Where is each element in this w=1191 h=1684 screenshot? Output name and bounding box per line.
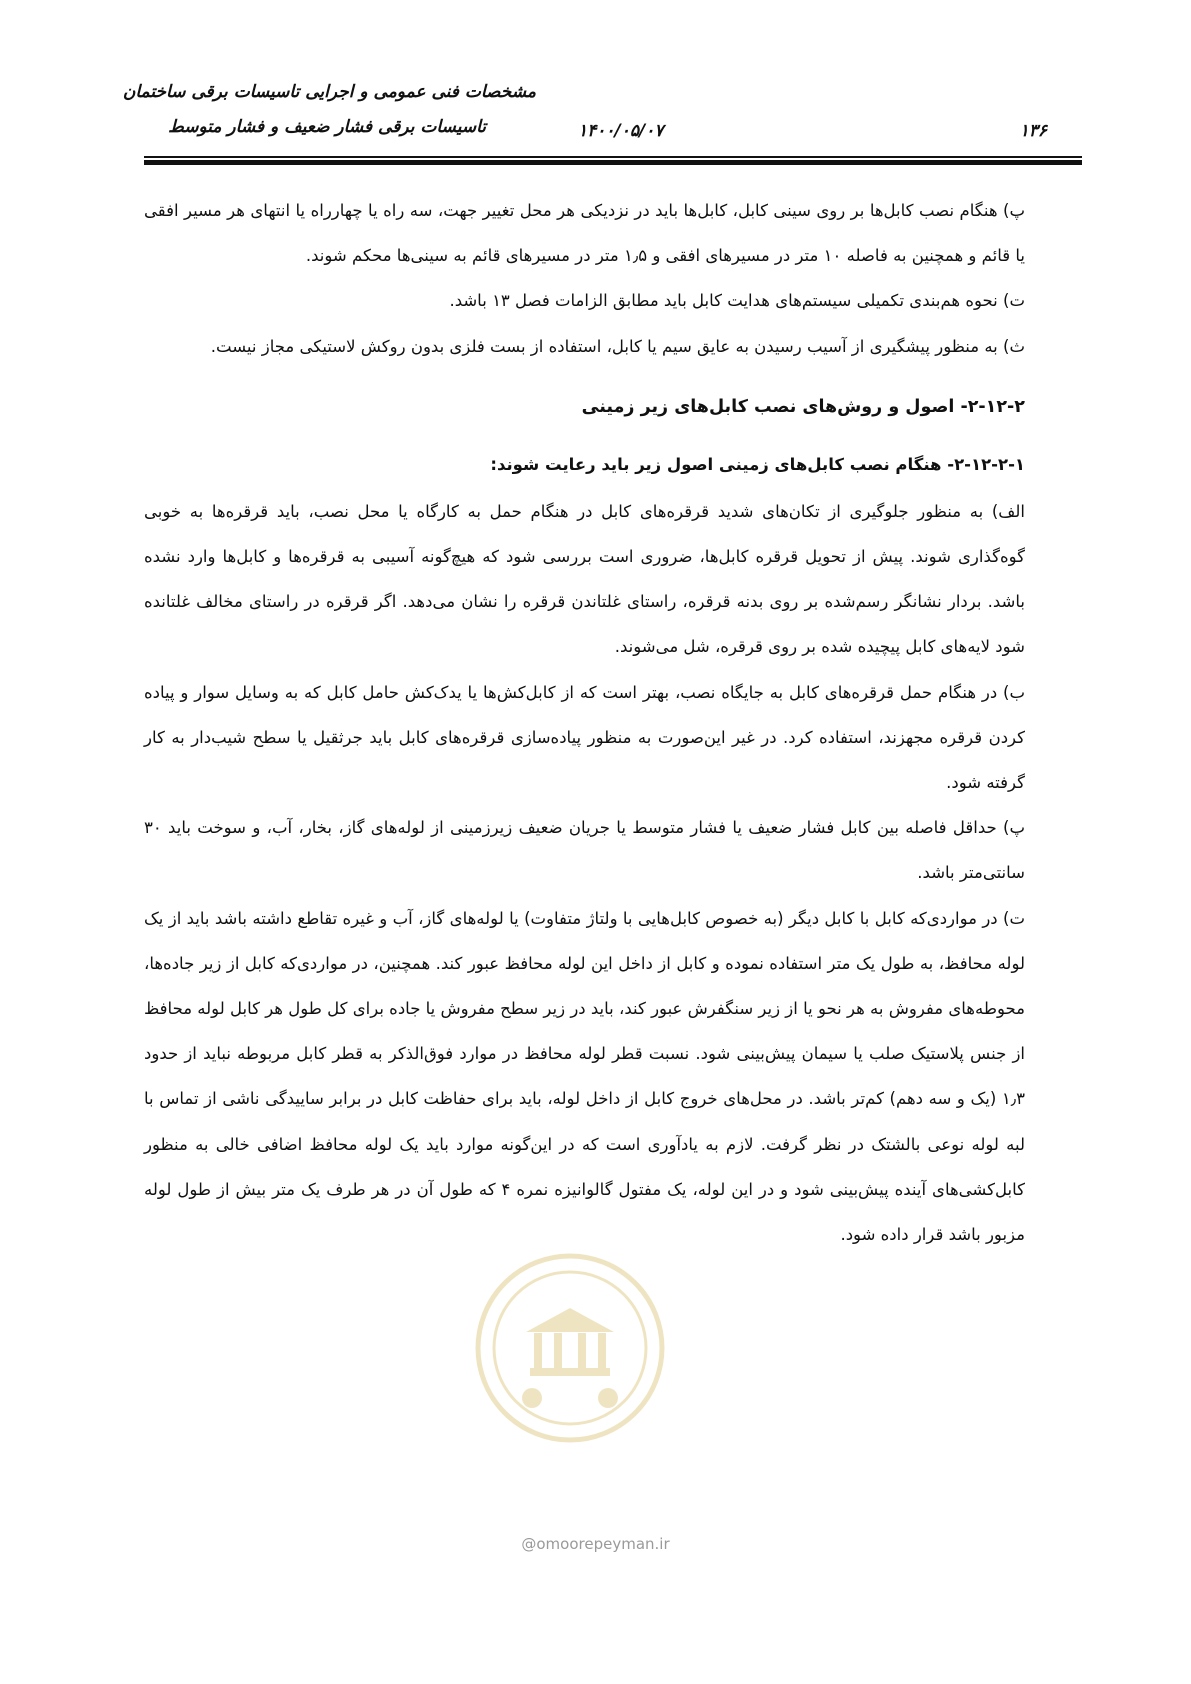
paragraph-te-2: ت) در مواردی‌که کابل با کابل دیگر (به خصوص کابل‌هایی با ولتاژ متفاوت) یا لوله‌های گاز، آب و غیره تقاطع داشته باشد باید از یک لوله محافظ، به طول یک متر استفاده نموده و کابل از داخل این لوله محافظ عبور کند. همچنین، در مواردی‌که کابل از زیر جاده‌ها، محوطه‌های مفروش به هر نحو یا از زیر سنگفرش عبور کند، باید در زیر سطح مفروش یا جاده برای کل طول هر کابل لوله محافظ از جنس پلاستیک صلب یا سیمان پیش‌بینی شود. نسبت قطر لوله محافظ در موارد فوق‌الذکر به قطر کابل مربوطه نباید از حدود ۱٫۳ (یک و سه دهم) کم‌تر باشد. در محل‌های خروج کابل از داخل لوله، باید برای حفاظت کابل در برابر ساییدگی ناشی از تماس با لبه لوله نوعی بالشتک در نظر گرفت. لازم به یادآوری است که در این‌گونه موارد باید یک لوله محافظ اضافی خالی به منظور کابل‌کشی‌های آینده پیش‌بینی شود و در این لوله، یک مفتول گالوانیزه نمره ۴ که طول آن در هر طرف یک متر بیش از طول لوله مزبور باشد قرار داده شود. [144, 908, 1025, 1245]
header-rule-thin [144, 156, 1082, 158]
paragraph-alef: الف) به منظور جلوگیری از تکان‌های شدید قرقره‌های کابل در هنگام حمل به کارگاه یا محل نصب، باید قرقره‌ها به خوبی گوه‌گذاری شوند. پیش از تحویل قرقره کابل‌ها، ضروری است بررسی شود که هیچ‌گونه آسیبی به قرقره‌ها و کابل‌ها وارد نشده باشد. بردار نشانگر رسم‌شده بر روی بدنه قرقره، راستای غلتاندن قرقره را نشان می‌دهد. اگر قرقره در راستای مخالف غلتانده شود لایه‌های کابل پیچیده شده بر روی قرقره، شل می‌شوند. [144, 501, 1025, 657]
paragraph-se: ث) به منظور پیشگیری از آسیب رسیدن به عایق سیم یا کابل، استفاده از بست فلزی بدون روکش لاستیکی مجاز نیست. [210, 336, 1025, 356]
page-number: ۱۳۶ [1019, 121, 1047, 141]
header-subtitle: تاسیسات برقی فشار ضعیف و فشار متوسط [168, 117, 486, 137]
watermark-text: @omoorepeyman.ir [521, 1535, 670, 1553]
watermark-seal-icon [470, 1248, 670, 1448]
header-title: مشخصات فنی عمومی و اجرایی تاسیسات برقی ساختمان [122, 82, 536, 102]
paragraph-be: ب) در هنگام حمل قرقره‌های کابل به جایگاه نصب، بهتر است که از کابل‌کش‌ها یا یدک‌کش حامل کابل که به وسایل سوار و پیاده کردن قرقره مجهزند، استفاده کرد. در غیر این‌صورت به منظور پیاده‌سازی قرقره‌های کابل باید جرثقیل یا سطح شیب‌دار به کار گرفته شود. [144, 682, 1025, 793]
body-content [144, 188, 1025, 1257]
section-heading: ۲-۱۲-۲- اصول و روش‌های نصب کابل‌های زیر زمینی [581, 396, 1025, 417]
paragraph-pe: پ) هنگام نصب کابل‌ها بر روی سینی کابل، کابل‌ها باید در نزدیکی هر محل تغییر جهت، سه راه یا چهارراه یا انتهای هر مسیر افقی یا قائم و همچنین به فاصله ۱۰ متر در مسیرهای افقی و ۱٫۵ متر در مسیرهای قائم به سینی‌ها محکم شوند. [144, 201, 1025, 266]
paragraph-te: ت) نحوه هم‌بندی تکمیلی سیستم‌های هدایت کابل باید مطابق الزامات فصل ۱۳ باشد. [449, 291, 1025, 311]
subsection-heading: ۲-۱۲-۲-۱- هنگام نصب کابل‌های زمینی اصول زیر باید رعایت شوند: [490, 454, 1025, 474]
header-rule-thick [144, 160, 1082, 165]
header-date: ۱۴۰۰/۰۵/۰۷ [578, 121, 664, 141]
paragraph-pe-2: پ) حداقل فاصله بین کابل فشار ضعیف یا فشار متوسط یا جریان ضعیف زیرزمینی از لوله‌های گاز، بخار، آب، و سوخت باید ۳۰ سانتی‌متر باشد. [144, 818, 1025, 883]
